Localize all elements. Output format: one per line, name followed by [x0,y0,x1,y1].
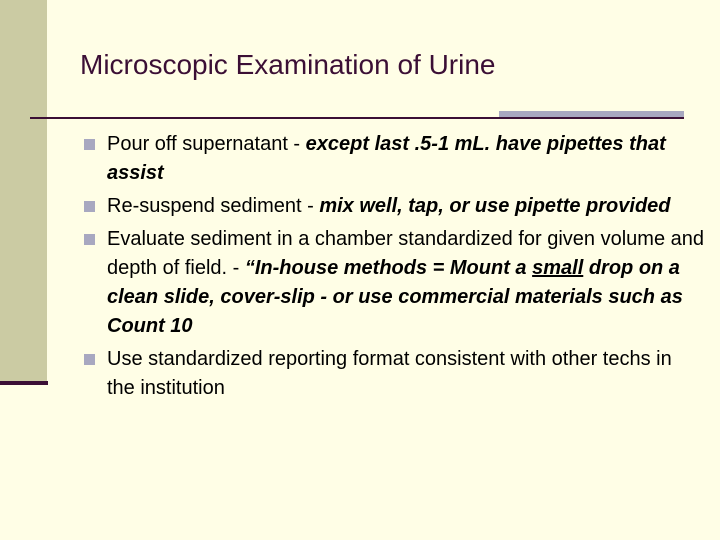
bullet-list [84,130,704,407]
bullet-text: Re-suspend sediment - [107,195,320,217]
bullet-item [84,225,704,341]
bullet-emphasis: except last .5-1 mL. have pipettes that assist [107,133,666,184]
bullet-text: Pour off supernatant - [107,133,306,155]
bullet-emphasis-underlined: small [532,257,584,279]
bullet-item [84,345,704,403]
square-bullet-icon [84,234,95,245]
square-bullet-icon [84,139,95,150]
square-bullet-icon [84,354,95,365]
bullet-item [84,130,704,188]
bullet-emphasis: drop on a clean slide, cover-slip - or use commercial materials such as Count 10 [107,257,683,337]
slide-title: Microscopic Examination of Urine [80,49,496,80]
left-decor-line [0,381,48,385]
title-divider [30,117,684,119]
bullet-emphasis: mix well, tap, or use pipette provided [319,195,671,217]
bullet-text: Use standardized reporting format consistent with other techs in the institution [107,348,672,399]
bullet-text: Evaluate sediment in a chamber standardized for given volume and depth of field. - [107,228,705,279]
bullet-item [84,192,704,221]
left-decor-bar [0,0,47,384]
square-bullet-icon [84,201,95,212]
bullet-emphasis: “In-house methods = Mount a [244,257,533,279]
